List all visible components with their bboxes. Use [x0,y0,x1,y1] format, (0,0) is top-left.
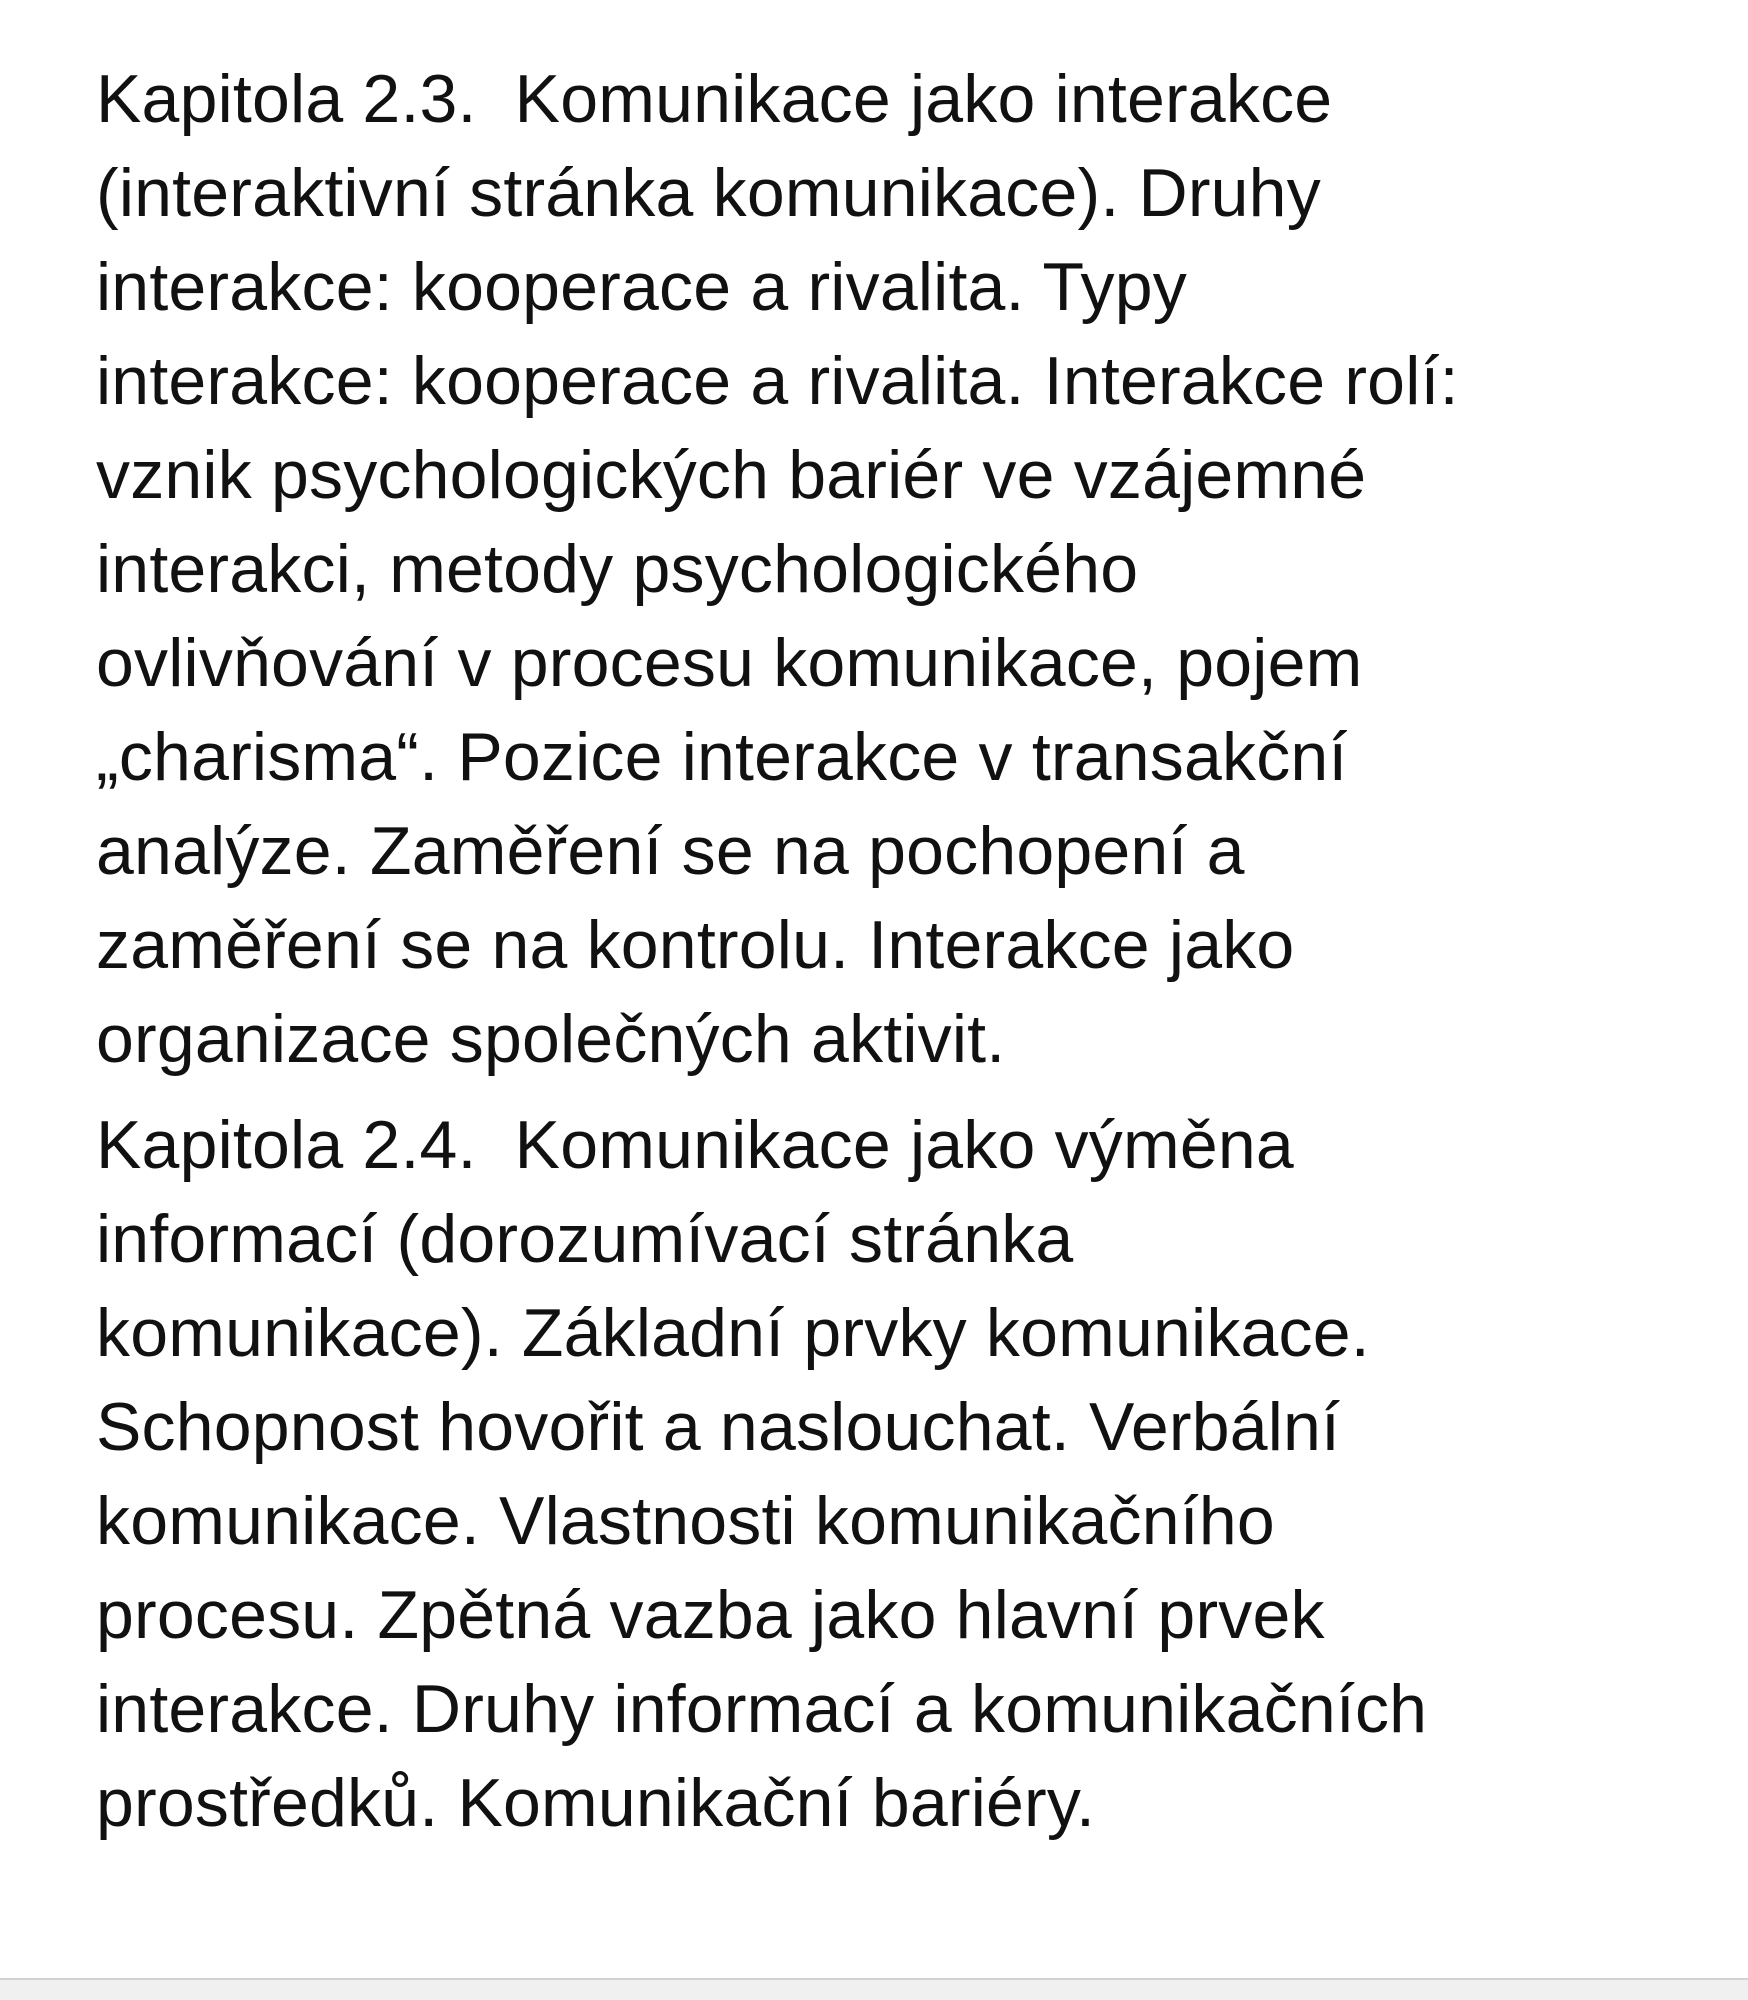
bottom-scroll-edge [0,1978,1748,2000]
text-line: interakci, metody psychologického [96,531,1139,607]
text-line: vznik psychologických bariér ve vzájemné [96,437,1367,513]
chapter-title: Komunikace jako výměna [514,1107,1294,1183]
text-line: Schopnost hovořit a naslouchat. Verbální [96,1389,1341,1465]
text-line: interakce. Druhy informací a komunikačních [96,1671,1428,1747]
text-line: zaměření se na kontrolu. Interakce jako [96,907,1295,983]
text-line: prostředků. Komunikační bariéry. [96,1765,1096,1841]
chapter-2-3 [96,52,1656,1086]
text-line: analýze. Zaměření se na pochopení a [96,813,1245,889]
text-line: interakce: kooperace a rivalita. Typy [96,249,1187,325]
chapter-heading-line [96,1098,1656,1192]
text-line: organizace společných aktivit. [96,1001,1006,1077]
text-line: „charisma“. Pozice interakce v transakční [96,719,1348,795]
chapter-title: Komunikace jako interakce [514,61,1333,137]
text-line: informací (dorozumívací stránka [96,1201,1074,1277]
text-line: procesu. Zpětná vazba jako hlavní prvek [96,1577,1325,1653]
text-line: ovlivňování v procesu komunikace, pojem [96,625,1363,701]
text-line: (interaktivní stránka komunikace). Druhy [96,155,1321,231]
text-line: interakce: kooperace a rivalita. Interakce rolí: [96,343,1459,419]
chapter-number: Kapitola 2.3. [96,61,477,137]
chapter-2-4 [96,1098,1656,1850]
chapter-heading-line [96,52,1656,146]
text-line: komunikace. Vlastnosti komunikačního [96,1483,1275,1559]
text-line: komunikace). Základní prvky komunikace. [96,1295,1370,1371]
document-content [96,52,1656,1850]
chapter-number: Kapitola 2.4. [96,1107,477,1183]
